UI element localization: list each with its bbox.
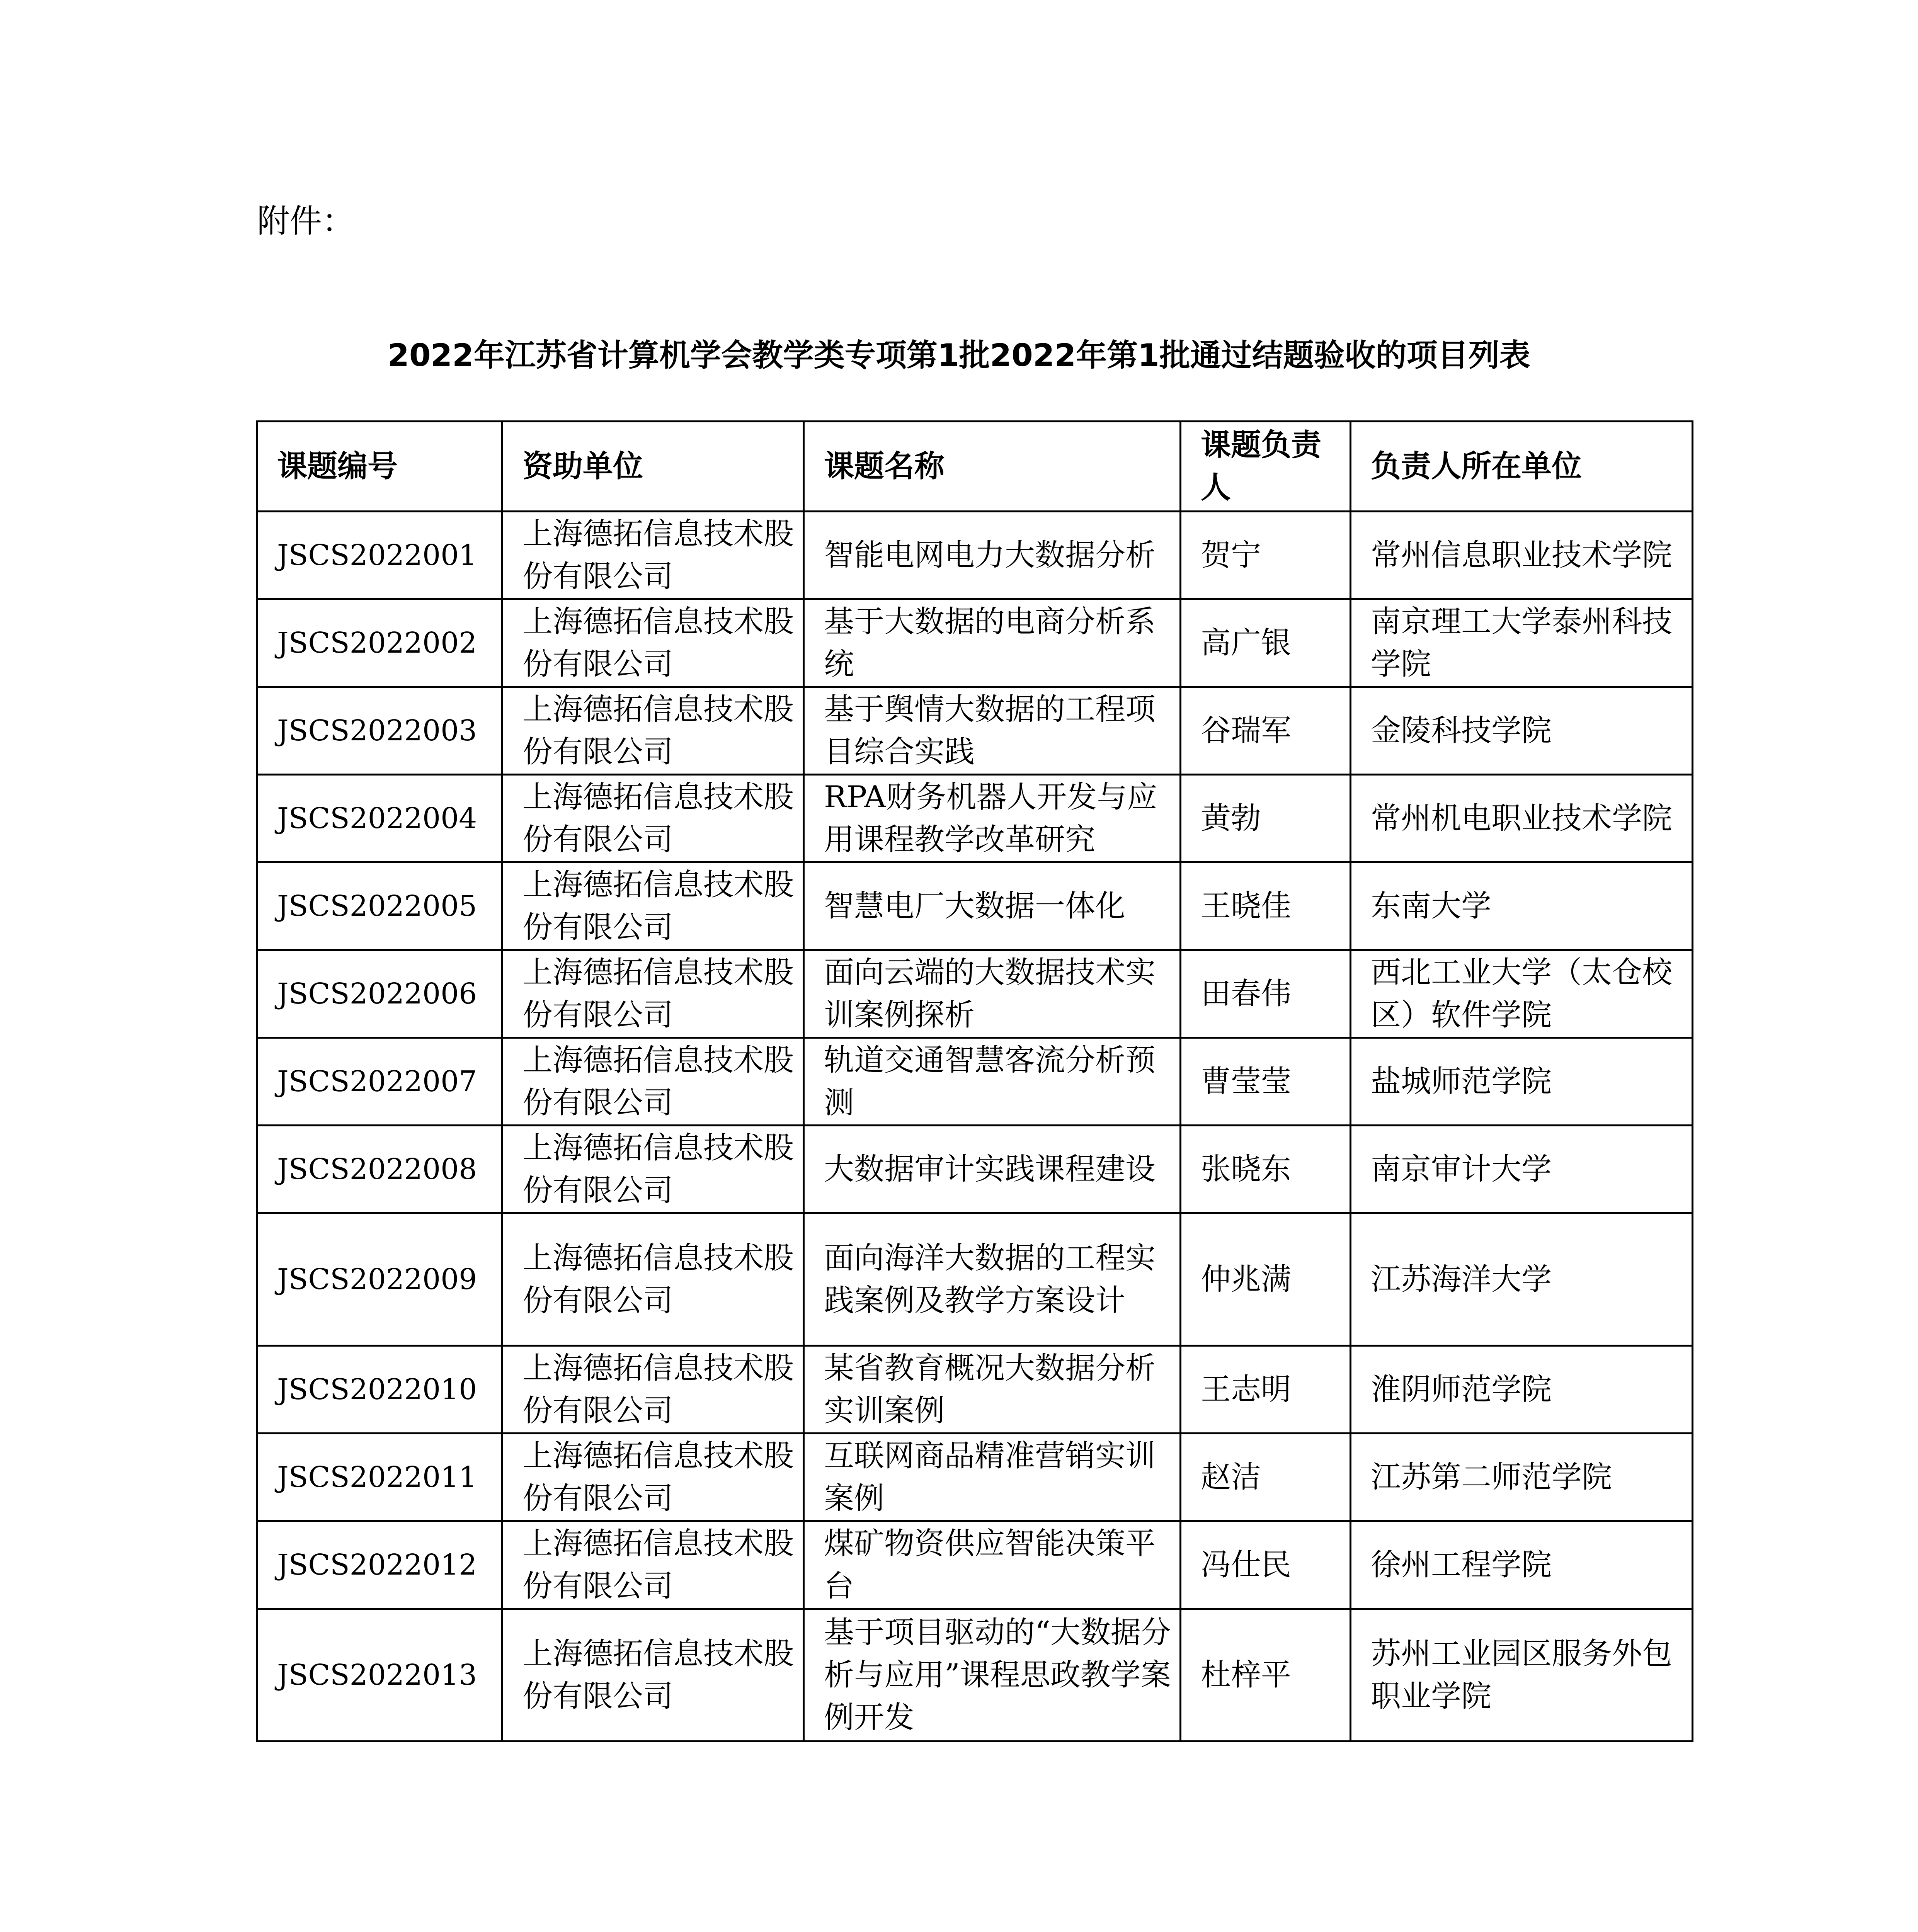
project-name: 某省教育概况大数据分析实训案例 xyxy=(804,1346,1181,1434)
project-code: JSCS2022007 xyxy=(257,1038,502,1126)
project-name: 大数据审计实践课程建设 xyxy=(804,1126,1181,1213)
table-row xyxy=(257,1038,1693,1126)
table-row xyxy=(257,1434,1693,1521)
leader-unit: 西北工业大学（太仓校区）软件学院 xyxy=(1351,950,1693,1038)
project-name: 智慧电厂大数据一体化 xyxy=(804,862,1181,950)
leader-unit: 盐城师范学院 xyxy=(1351,1038,1693,1126)
leader-unit: 徐州工程学院 xyxy=(1351,1521,1693,1609)
project-code: JSCS2022004 xyxy=(257,775,502,862)
project-name: RPA财务机器人开发与应用课程教学改革研究 xyxy=(804,775,1181,862)
project-code: JSCS2022013 xyxy=(257,1609,502,1742)
table-row xyxy=(257,599,1693,687)
leader-unit: 南京审计大学 xyxy=(1351,1126,1693,1213)
header-project-name: 课题名称 xyxy=(804,422,1181,512)
leader: 冯仕民 xyxy=(1181,1521,1351,1609)
project-code: JSCS2022010 xyxy=(257,1346,502,1434)
project-table xyxy=(256,420,1693,1742)
sponsor: 上海德拓信息技术股份有限公司 xyxy=(502,1521,804,1609)
table-row xyxy=(257,1609,1693,1742)
leader: 杜梓平 xyxy=(1181,1609,1351,1742)
sponsor: 上海德拓信息技术股份有限公司 xyxy=(502,1609,804,1742)
sponsor: 上海德拓信息技术股份有限公司 xyxy=(502,1038,804,1126)
leader-unit: 常州信息职业技术学院 xyxy=(1351,512,1693,599)
project-code: JSCS2022005 xyxy=(257,862,502,950)
sponsor: 上海德拓信息技术股份有限公司 xyxy=(502,512,804,599)
leader: 高广银 xyxy=(1181,599,1351,687)
header-project-code: 课题编号 xyxy=(257,422,502,512)
project-code: JSCS2022009 xyxy=(257,1213,502,1346)
leader: 王志明 xyxy=(1181,1346,1351,1434)
table-row xyxy=(257,950,1693,1038)
sponsor: 上海德拓信息技术股份有限公司 xyxy=(502,599,804,687)
table-row xyxy=(257,862,1693,950)
sponsor: 上海德拓信息技术股份有限公司 xyxy=(502,1434,804,1521)
leader: 赵洁 xyxy=(1181,1434,1351,1521)
leader-unit: 苏州工业园区服务外包职业学院 xyxy=(1351,1609,1693,1742)
leader-unit: 江苏第二师范学院 xyxy=(1351,1434,1693,1521)
document-title: 2022年江苏省计算机学会教学类专项第1批2022年第1批通过结题验收的项目列表 xyxy=(388,337,1530,373)
sponsor: 上海德拓信息技术股份有限公司 xyxy=(502,862,804,950)
table-row xyxy=(257,1346,1693,1434)
leader: 王晓佳 xyxy=(1181,862,1351,950)
header-leader: 课题负责人 xyxy=(1181,422,1351,512)
leader: 田春伟 xyxy=(1181,950,1351,1038)
leader-unit: 南京理工大学泰州科技学院 xyxy=(1351,599,1693,687)
leader: 贺宁 xyxy=(1181,512,1351,599)
table-row xyxy=(257,1521,1693,1609)
sponsor: 上海德拓信息技术股份有限公司 xyxy=(502,687,804,775)
sponsor: 上海德拓信息技术股份有限公司 xyxy=(502,1346,804,1434)
leader: 仲兆满 xyxy=(1181,1213,1351,1346)
attachment-label: 附件： xyxy=(257,202,355,240)
table-header-row xyxy=(257,422,1693,512)
sponsor: 上海德拓信息技术股份有限公司 xyxy=(502,775,804,862)
leader: 黄勃 xyxy=(1181,775,1351,862)
project-name: 轨道交通智慧客流分析预测 xyxy=(804,1038,1181,1126)
leader-unit: 常州机电职业技术学院 xyxy=(1351,775,1693,862)
project-name: 面向海洋大数据的工程实践案例及教学方案设计 xyxy=(804,1213,1181,1346)
table-row xyxy=(257,775,1693,862)
project-code: JSCS2022001 xyxy=(257,512,502,599)
header-leader-unit: 负责人所在单位 xyxy=(1351,422,1693,512)
project-code: JSCS2022012 xyxy=(257,1521,502,1609)
project-name: 互联网商品精准营销实训案例 xyxy=(804,1434,1181,1521)
table-row xyxy=(257,1126,1693,1213)
project-name: 基于大数据的电商分析系统 xyxy=(804,599,1181,687)
leader: 曹莹莹 xyxy=(1181,1038,1351,1126)
project-name: 基于项目驱动的“大数据分析与应用”课程思政教学案例开发 xyxy=(804,1609,1181,1742)
table-row xyxy=(257,687,1693,775)
project-code: JSCS2022011 xyxy=(257,1434,502,1521)
leader: 张晓东 xyxy=(1181,1126,1351,1213)
leader: 谷瑞军 xyxy=(1181,687,1351,775)
project-name: 面向云端的大数据技术实训案例探析 xyxy=(804,950,1181,1038)
project-code: JSCS2022002 xyxy=(257,599,502,687)
project-code: JSCS2022006 xyxy=(257,950,502,1038)
table-row xyxy=(257,512,1693,599)
leader-unit: 东南大学 xyxy=(1351,862,1693,950)
project-code: JSCS2022003 xyxy=(257,687,502,775)
project-name: 智能电网电力大数据分析 xyxy=(804,512,1181,599)
project-name: 基于舆情大数据的工程项目综合实践 xyxy=(804,687,1181,775)
header-sponsor: 资助单位 xyxy=(502,422,804,512)
leader-unit: 淮阴师范学院 xyxy=(1351,1346,1693,1434)
project-code: JSCS2022008 xyxy=(257,1126,502,1213)
sponsor: 上海德拓信息技术股份有限公司 xyxy=(502,950,804,1038)
leader-unit: 金陵科技学院 xyxy=(1351,687,1693,775)
project-name: 煤矿物资供应智能决策平台 xyxy=(804,1521,1181,1609)
sponsor: 上海德拓信息技术股份有限公司 xyxy=(502,1213,804,1346)
sponsor: 上海德拓信息技术股份有限公司 xyxy=(502,1126,804,1213)
table-row xyxy=(257,1213,1693,1346)
leader-unit: 江苏海洋大学 xyxy=(1351,1213,1693,1346)
